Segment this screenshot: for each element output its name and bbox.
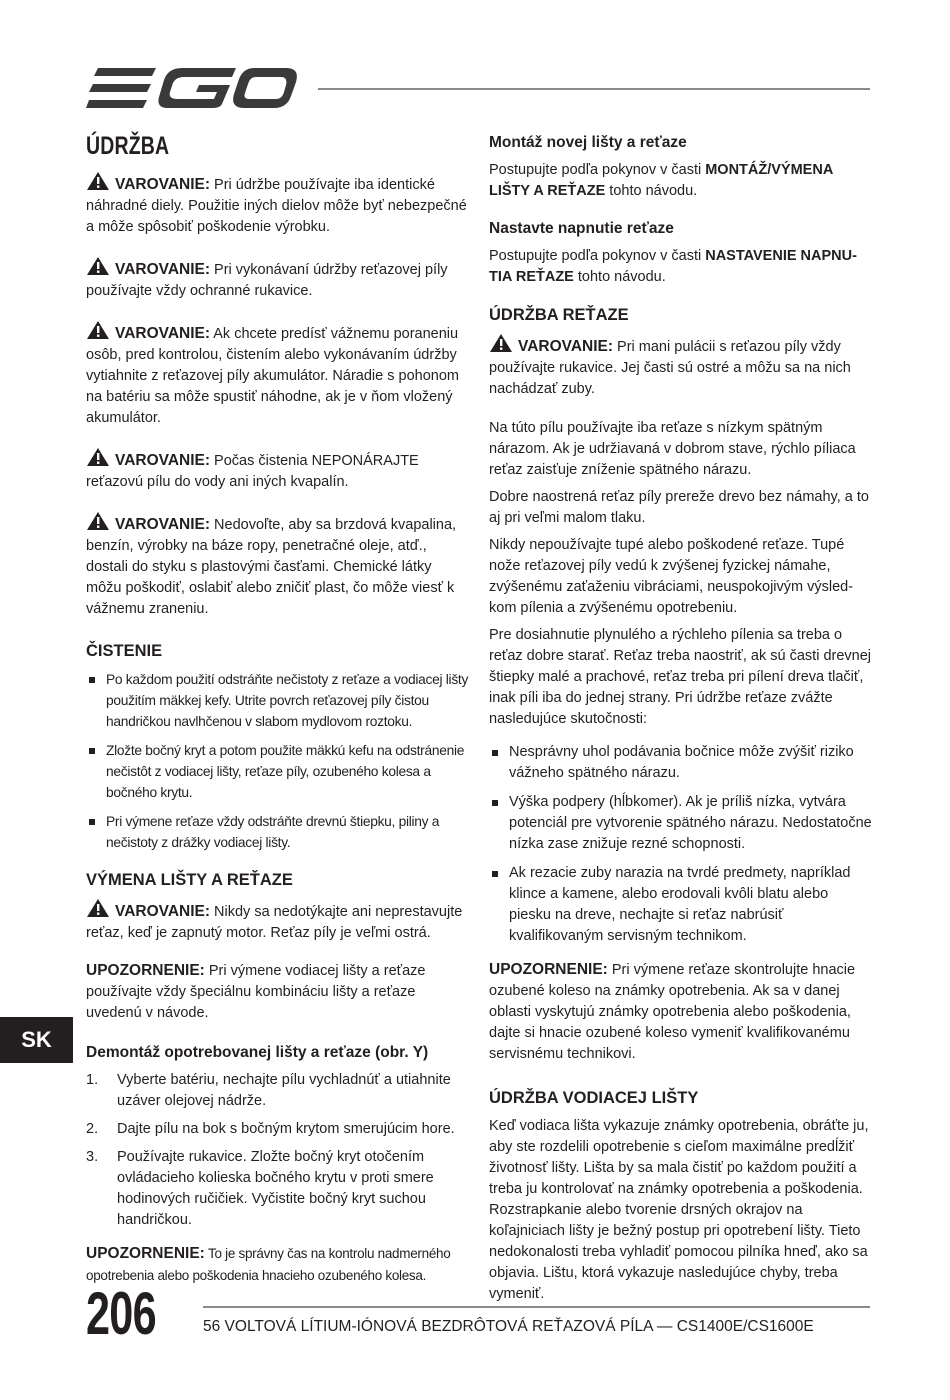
warning-label: VAROVANIE: [115, 261, 211, 278]
warning-1 [86, 171, 470, 238]
warning-text: Nedovoľte, aby sa brzdová kvapalina, benzín, výrobky na báze ropy, penetračné oleje, atď., dostali do styku s plastovými časťami. Chemické látky môžu poškodiť, oslabiť alebo zničiť plast, čo môže viesť k vážnemu zraneniu. [86, 517, 457, 617]
chain-note [489, 959, 873, 1065]
page-title: ÚDRŽBA [86, 132, 170, 160]
tension-heading: Nastavte napnutie reťaze [489, 220, 674, 237]
warning-label: VAROVANIE: [115, 452, 211, 469]
warning-text: Pri údržbe používajte iba identické náhradné diely. Použitie iných dielov môže byť nebezpečné a môže spôsobiť poškodenie výrobku. [86, 177, 467, 235]
warning-4 [86, 447, 470, 493]
warning-label: VAROVANIE: [115, 903, 211, 920]
bar-heading: ÚDRŽBA VODIACEJ LIŠTY [489, 1089, 699, 1107]
tension-text: Postupujte podľa pokynov v časti NASTAVENIE NAPNUTIA REŤAZE tohto návodu. [489, 248, 857, 285]
warning-label: VAROVANIE: [115, 176, 211, 193]
removal-steps [86, 1070, 470, 1231]
list-item: Nesprávny uhol podávania bočnice môže zvýšiť riziko vážneho spätného nárazu. [489, 742, 873, 784]
page-number: 206 [86, 1280, 156, 1347]
warning-triangle-icon [489, 333, 513, 353]
warning-triangle-icon [86, 171, 110, 191]
warning-triangle-icon [86, 898, 110, 918]
chain-warning [489, 333, 873, 400]
chain-paragraph: Dobre naostrená reťaz píly prereže drevo bez námahy, a to aj pri veľmi malom tlaku. [489, 489, 869, 526]
warning-label: VAROVANIE: [115, 516, 211, 533]
warning-3 [86, 320, 470, 429]
list-item: Ak rezacie zuby narazia na tvrdé predmety, napríklad klince a kamene, alebo erodovali kvôli blatu alebo piesku na dreve, nechajte si reťaz nabrúsiť kvalifikovaným servisným technikom. [489, 863, 873, 947]
warning-label: VAROVANIE: [518, 338, 614, 355]
removal-heading: Demontáž opotrebovanej lišty a reťaze (obr. Y) [86, 1044, 429, 1061]
note-text: Pri výmene reťaze skontrolujte hnacie ozubené koleso na známky opotrebenia. Ak sa v danej oblasti vyskytujú známky opotrebenia alebo poškodenia, dajte si hnacie ozubené koleso vymeniť kvalifikovanému servisnému technikovi. [489, 962, 856, 1062]
replacement-note [86, 960, 470, 1024]
list-item: Zložte bočný kryt a potom použite mäkkú kefu na odstránenie nečistôt z vodiacej lišty, reťaze píly, ozubeného kolesa a bočného krytu. [86, 740, 470, 803]
note-text: To je správny čas na kontrolu nadmerného opotrebenia alebo poškodenia hnacieho ozubeného kolesa. [86, 1246, 451, 1283]
warning-text: Pri mani pulácii s reťazou píly vždy používajte rukavice. Jej časti sú ostré a môžu sa na nich nachádzať zuby. [489, 339, 851, 397]
cleaning-heading: ČISTENIE [86, 642, 163, 660]
list-item: Pri výmene reťaze vždy odstráňte drevnú štiepku, piliny a nečistoty z drážky vodiacej lišty. [86, 811, 470, 853]
replacement-heading: VÝMENA LIŠTY A REŤAZE [86, 871, 293, 889]
chain-paragraph: Na túto pílu používajte iba reťaze s nízkym spätným nárazom. Ak je udržiavaná v dobrom stave, rýchlo píliaca reťaz zaisťuje zníženie spätného nárazu. [489, 420, 856, 478]
step-item: 2. Dajte pílu na bok s bočným krytom smerujúcim hore. [86, 1121, 455, 1137]
ego-logo [86, 64, 298, 112]
warning-triangle-icon [86, 511, 110, 531]
list-item: Po každom použití odstráňte nečistoty z reťaze a vodiacej lišty použitím mäkkej kefy. Utrite povrch reťazovej píly čistou handričkou navlhčenou v slabom mydlovom roztoku. [86, 669, 470, 732]
cleaning-list [86, 669, 470, 853]
bar-text: Keď vodiaca lišta vykazuje známky opotrebenia, obráťte ju, aby ste rozdelili opotrebenie s cieľom maximálne predĺžiť životnosť lišty. Lišta by sa mala čistiť po každom použití a treba ju kontrolovať na známky opotrebenia a poškodenia. Rozstrapkanie alebo tvorenie drsných okrajov na koľajniciach lišty je bežný postup pri opotrebení lišty. Tieto nedokonalosti treba vyhladiť pomocou pilníka hneď, ako sa objavia. Lištu, ktorá vykazuje nasledujúce chyby, treba vymeniť. [489, 1118, 869, 1302]
left-column [86, 130, 470, 1299]
note-label: UPOZORNENIE: [86, 1245, 205, 1262]
warning-text: Nikdy sa nedotýkajte ani neprestavujte reťaz, keď je zapnutý motor. Reťaz píly je veľmi ostrá. [86, 904, 463, 941]
warning-text: Ak chcete predísť vážnemu poraneniu osôb, pred kontrolou, čistením alebo vykonávaním údržby vytiahnite z reťazovej píly akumulátor. Náradie s pohonom na batériu sa môže spustiť náhodne, ak je v ňom vložený akumulátor. [86, 326, 459, 426]
warning-triangle-icon [86, 447, 110, 467]
chain-list [489, 742, 873, 947]
chain-paragraph: Pre dosiahnutie plynulého a rýchleho pílenia sa treba o reťaz dobre starať. Reťaz treba naostriť, ak sú časti drevnej štiepky malé a prachové, reťaz treba pri pílení dreva tlačiť, inak píli iba do jednej strany. Pri údržbe reťaze zvážte nasledujúce skutočnosti: [489, 627, 872, 727]
install-heading: Montáž novej lišty a reťaze [489, 134, 687, 151]
header-rule [318, 88, 870, 90]
note-text: Pri výmene vodiacej lišty a reťaze používajte vždy špeciálnu kombináciu lišty a reťaze uvedenú v návode. [86, 963, 426, 1021]
replacement-warning [86, 898, 470, 944]
note-label: UPOZORNENIE: [489, 961, 608, 978]
language-tab: SK [0, 1017, 73, 1063]
warning-text: Počas čistenia NEPONÁRAJTE reťazovú pílu do vody ani iných kvapalín. [86, 453, 419, 490]
list-item: Výška podpery (hĺbkomer). Ak je príliš nízka, vytvára potenciál pre vytvorenie spätného nárazu. Nedostatočne nízka zase znižuje rezné schopnosti. [489, 792, 873, 855]
warning-2 [86, 256, 470, 302]
warning-5 [86, 511, 470, 620]
footer-text: 56 VOLTOVÁ LÍTIUM-IÓNOVÁ BEZDRÔTOVÁ REŤAZOVÁ PÍLA — CS1400E/CS1600E [203, 1318, 814, 1335]
right-column [489, 134, 873, 1317]
step-item: 3. Používajte rukavice. Zložte bočný kryt otočením ovládacieho kolieska bočného krytu v proti smere hodinových ručičiek. Vyčistite bočný kryt suchou handričkou. [86, 1149, 434, 1228]
chain-paragraph: Nikdy nepoužívajte tupé alebo poškodené reťaze. Tupé nože reťazovej píly vedú k zvýšenej fyzickej námahe, zvýšenému zaťaženiu vibráciami, neuspokojivým výsledkom pílenia a zvýšenému opotrebeniu. [489, 537, 854, 616]
footer-rule [203, 1306, 870, 1308]
warning-label: VAROVANIE: [115, 325, 211, 342]
warning-triangle-icon [86, 256, 110, 276]
warning-triangle-icon [86, 320, 110, 340]
step-item: 1. Vyberte batériu, nechajte pílu vychladnúť a utiahnite uzáver olejovej nádrže. [86, 1072, 451, 1109]
warning-text: Pri vykonávaní údržby reťazovej píly používajte vždy ochranné rukavice. [86, 262, 448, 299]
install-text: Postupujte podľa pokynov v časti MONTÁŽ/VÝMENA LIŠTY A REŤAZE tohto návodu. [489, 162, 833, 199]
chain-heading: ÚDRŽBA REŤAZE [489, 306, 629, 324]
note-label: UPOZORNENIE: [86, 962, 205, 979]
